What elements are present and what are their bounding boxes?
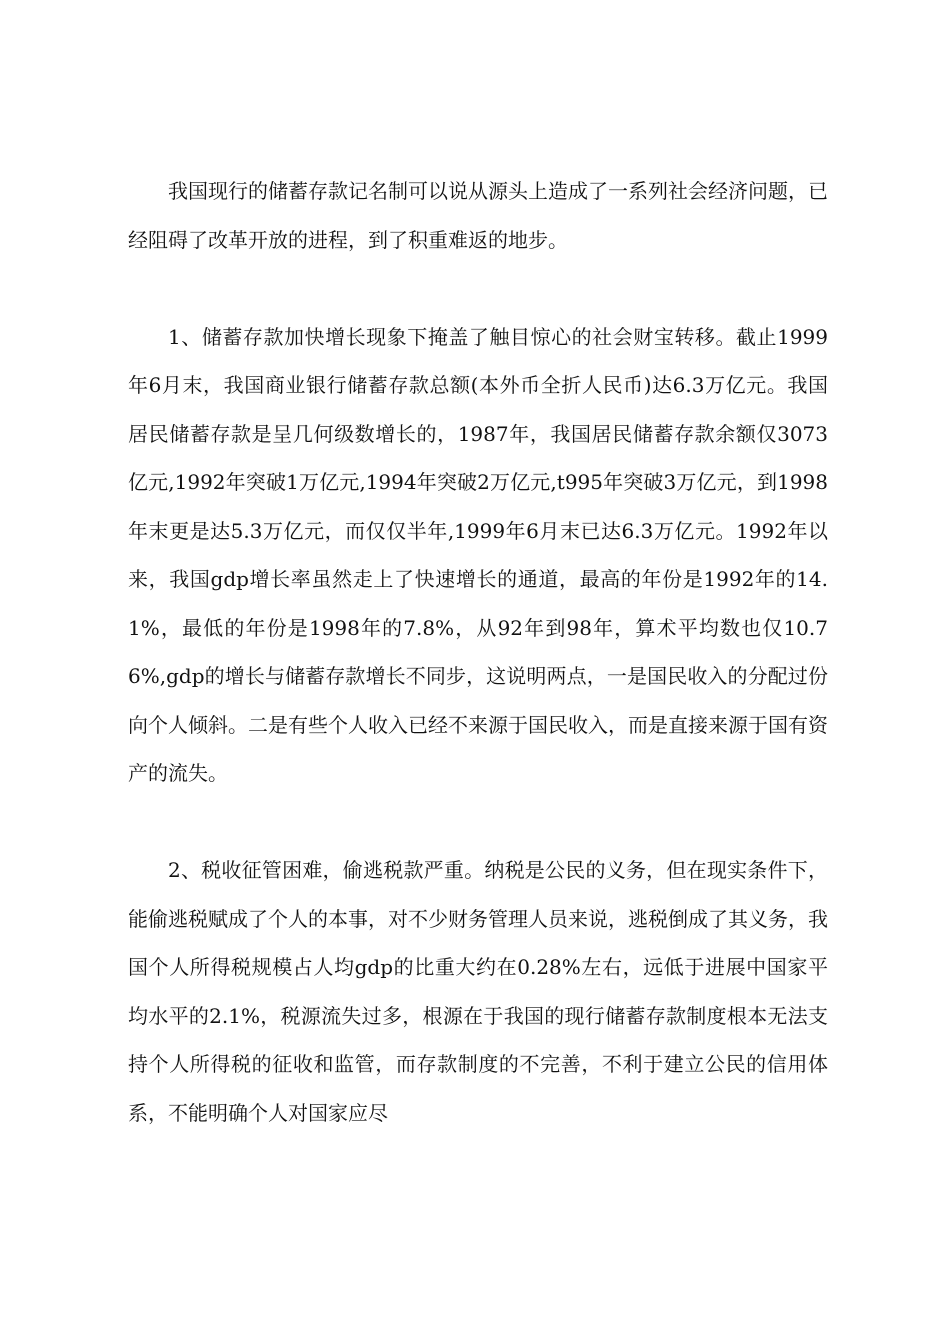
- paragraph-intro: 我国现行的储蓄存款记名制可以说从源头上造成了一系列社会经济问题，已经阻碍了改革开放的进程，到了积重难返的地步。: [128, 179, 828, 252]
- document-body: [128, 167, 828, 1137]
- paragraph-savings-growth: 1、储蓄存款加快增长现象下掩盖了触目惊心的社会财宝转移。截止1999年6月末，我国商业银行储蓄存款总额(本外币全折人民币)达6.3万亿元。我国居民储蓄存款是呈几何级数增长的，1987年，我国居民储蓄存款余额仅3073亿元,1992年突破1万亿元,1994年突破2万亿元,t995年突破3万亿元，到1998年末更是达5.3万亿元，而仅仅半年,1999年6月末已达6.3万亿元。1992年以来，我国gdp增长率虽然走上了快速增长的通道，最高的年份是1992年的14.1%，最低的年份是1998年的7.8%，从92年到98年，算术平均数也仅10.76%,gdp的增长与储蓄存款增长不同步，这说明两点，一是国民收入的分配过份向个人倾斜。二是有些个人收入已经不来源于国民收入，而是直接来源于国有资产的流失。: [128, 324, 828, 785]
- paragraph-tax-evasion: 2、税收征管困难，偷逃税款严重。纳税是公民的义务，但在现实条件下，能偷逃税赋成了个人的本事，对不少财务管理人员来说，逃税倒成了其义务，我国个人所得税规模占人均gdp的比重大约在0.28%左右，远低于进展中国家平均水平的2.1%，税源流失过多，根源在于我国的现行储蓄存款制度根本无法支持个人所得税的征收和监管，而存款制度的不完善，不利于建立公民的信用体系，不能明确个人对国家应尽: [128, 858, 828, 1125]
